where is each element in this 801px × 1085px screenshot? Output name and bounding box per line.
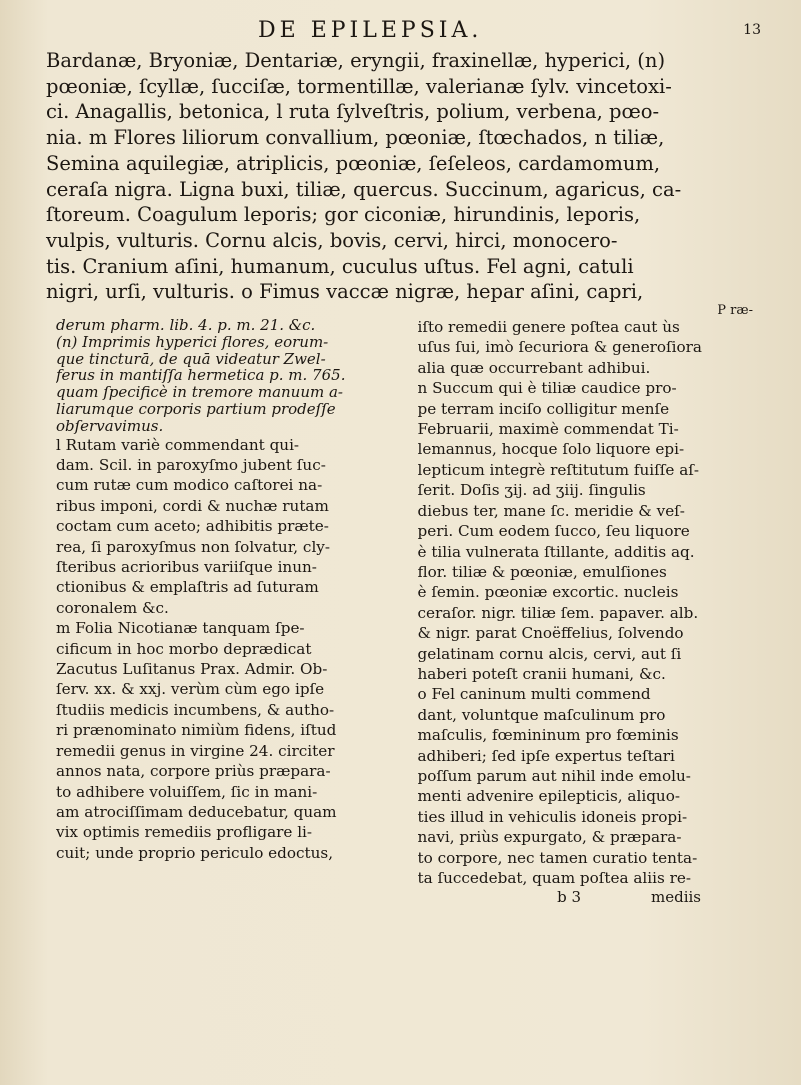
text-line: am atrociſſimam deducebatur, quam: [56, 802, 337, 821]
text-line: menti advenire epilepticis, aliquo-: [417, 787, 680, 806]
page-catchwords: [418, 888, 702, 906]
text-line: ties illud in vehiculis idoneis propi-: [417, 807, 688, 826]
text-line: diebus ter, mane ſc. meridie & veſ-: [417, 501, 685, 520]
text-line: to adhibere voluiſſem, ſic in mani-: [56, 782, 318, 801]
catchword: mediis: [651, 888, 701, 907]
text-line: ribus imponi, cordi & nuchæ rutam: [56, 496, 329, 515]
text-line: rea, ſi paroxyſmus non ſolvatur, cly-: [56, 537, 331, 556]
left-body-text: [56, 435, 400, 864]
text-line: dant, voluntque maſculinum pro: [417, 705, 666, 724]
text-line: flor. tiliæ & pœoniæ, emulſiones: [417, 562, 667, 581]
text-line: ceraſor. nigr. tiliæ ſem. papaver. alb.: [417, 603, 699, 622]
footnote-line: ferus in mantiſſa hermetica p. m. 765.: [56, 367, 346, 385]
text-line: coronalem &c.: [56, 598, 169, 617]
text-line: lemannus, hocque ſolo liquore epi-: [417, 440, 685, 459]
signature-mark: b 3: [557, 888, 581, 907]
text-line: ta ſuccedebat, quam poſtea aliis re-: [417, 869, 692, 887]
column-catchword: P ræ-: [717, 303, 753, 319]
text-line: Semina aquilegiæ, atriplicis, pœoniæ, ſeſeleos, cardamomum,: [46, 151, 661, 175]
text-line: haberi poteſt cranii humani, &c.: [417, 664, 666, 683]
right-column: [418, 317, 762, 906]
text-line: vix optimis remediis profligare li-: [56, 823, 313, 842]
text-line: è tilia vulnerata ſtillante, additis aq.: [417, 542, 695, 561]
text-line: poſſum parum aut nihil inde emolu-: [417, 766, 691, 785]
running-title: DE EPILEPSIA.: [258, 18, 483, 43]
text-line: to corpore, nec tamen curatio tenta-: [417, 848, 698, 867]
text-line: gelatinam cornu alcis, cervi, aut ſi: [417, 644, 682, 663]
text-line: nia. m Flores liliorum convallium, pœoniæ, ſtœchados, n tiliæ,: [46, 126, 665, 150]
text-line: o Fel caninum multi commend: [417, 685, 651, 704]
text-line: pœoniæ, ſcyllæ, ſucciſæ, tormentillæ, valerianæ ſylv. vincetoxi-: [46, 74, 672, 98]
footnote-line: (n) Imprimis hyperici flores, eorum-: [56, 333, 329, 351]
text-line: lepticum integrè reſtitutum fuiſſe aſ-: [417, 460, 700, 479]
text-line: remedii genus in virgine 24. circiter: [56, 741, 335, 760]
text-line: l Rutam variè commendant qui-: [56, 435, 300, 454]
text-line: è ſemin. pœoniæ excortic. nucleis: [417, 583, 679, 602]
text-line: dam. Scil. in paroxyſmo jubent ſuc-: [56, 456, 326, 475]
text-line: ceraſa nigra. Ligna buxi, tiliæ, quercus. Succinum, agaricus, ca-: [46, 177, 682, 201]
text-line: m Folia Nicotianæ tanquam ſpe-: [56, 619, 305, 638]
footnote-line: obſervavimus.: [56, 417, 164, 435]
text-line: cificum in hoc morbo deprædicat: [56, 639, 312, 658]
text-line: maſculis, fœmininum pro fœminis: [417, 726, 679, 745]
text-line: ſerit. Doſis ʒij. ad ʒiij. ſingulis: [417, 481, 646, 500]
text-line: peri. Cum eodem ſucco, ſeu liquore: [417, 522, 690, 541]
text-line: ctionibus & emplaſtris ad ſuturam: [56, 578, 319, 597]
text-line: cuit; unde proprio periculo edoctus,: [56, 843, 334, 862]
page-number: 13: [743, 22, 761, 38]
text-line: ſtoreum. Coagulum leporis; gor ciconiæ, hirundinis, leporis,: [46, 203, 641, 227]
text-line: adhiberi; ſed ipſe expertus teſtari: [417, 746, 675, 765]
text-line: navi, priùs expurgato, & præpara-: [417, 828, 682, 847]
text-line: Bardanæ, Bryoniæ, Dentariæ, eryngii, fraxinellæ, hyperici, (n): [46, 49, 666, 72]
text-line: cum rutæ cum modico caſtorei na-: [56, 476, 323, 495]
footnote-line: quam ſpecificè in tremore manuum a-: [56, 384, 343, 402]
text-line: annos nata, corpore priùs præpara-: [56, 762, 331, 781]
text-line: coctam cum aceto; adhibitis præte-: [56, 517, 329, 536]
materia-medica-list: [46, 48, 761, 305]
footnote-line: que tincturā, de quā videatur Zwel-: [56, 350, 326, 368]
text-line: nigri, urſi, vulturis. o Fimus vaccæ nigræ, hepar aſini, capri,: [46, 280, 644, 304]
left-column: [56, 317, 400, 906]
footnote-block: [56, 317, 400, 435]
text-line: ſerv. xx. & xxj. verùm cùm ego ipſe: [56, 680, 325, 699]
text-line: tis. Cranium aſini, humanum, cuculus uſtus. Fel agni, catuli: [46, 254, 634, 278]
text-line: iſto remedii genere poſtea caut ùs: [417, 318, 680, 337]
text-line: ci. Anagallis, betonica, l ruta ſylveſtris, polium, verbena, pœo-: [46, 100, 660, 124]
two-column-notes: [56, 317, 761, 906]
text-line: uſus ſui, imò ſecuriora & generoſiora: [417, 338, 702, 357]
text-line: alia quæ occurrebant adhibui.: [417, 358, 651, 377]
footnote-line: liarumque corporis partium prodeſſe: [56, 401, 336, 418]
text-line: vulpis, vulturis. Cornu alcis, bovis, cervi, hirci, monocero-: [46, 228, 618, 252]
text-line: ri prænominato nimiùm fidens, iſtud: [56, 721, 337, 740]
text-line: ſtudiis medicis incumbens, & autho-: [56, 700, 335, 719]
page-header: [34, 18, 761, 48]
text-line: n Succum qui è tiliæ caudice pro-: [417, 379, 677, 398]
text-line: ſteribus acrioribus variiſque inun-: [56, 558, 317, 577]
text-line: & nigr. parat Cnoëffelius, ſolvendo: [417, 624, 684, 643]
footnote-line: derum pharm. lib. 4. p. m. 21. &c.: [56, 317, 316, 334]
text-line: pe terram inciſo colligitur menſe: [417, 399, 670, 418]
text-line: Zacutus Luſitanus Prax. Admir. Ob-: [56, 660, 328, 679]
right-body-text: [418, 317, 762, 888]
text-line: Februarii, maximè commendat Ti-: [417, 420, 679, 439]
